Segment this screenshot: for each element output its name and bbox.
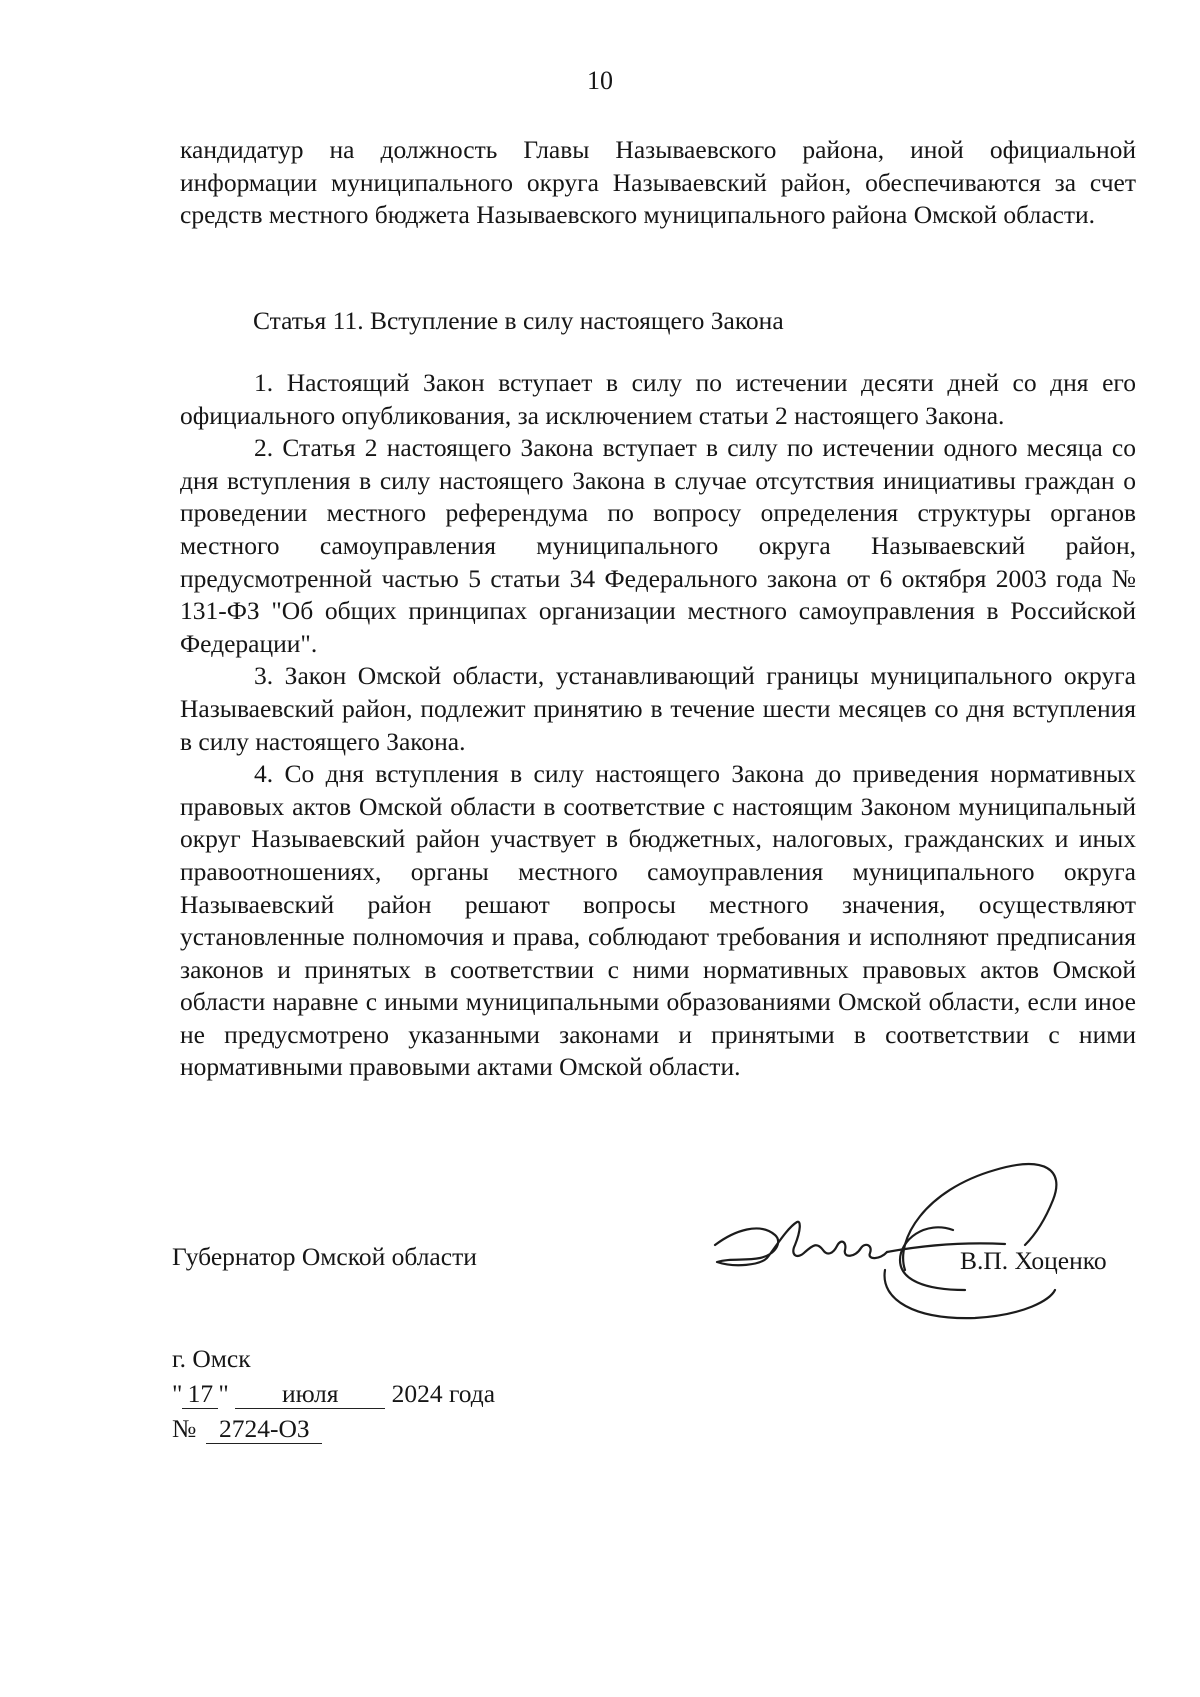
law-number: 2724-ОЗ <box>206 1415 322 1444</box>
article-item-3: 3. Закон Омской области, устанавливающий границы муниципального округа Называевский район, подлежит принятию в течение шести месяцев со дня вступления в силу настоящего Закона. <box>180 661 1136 756</box>
date-month: июля <box>235 1380 385 1409</box>
number-sign: № <box>172 1414 197 1443</box>
document-footer <box>172 1341 495 1446</box>
page-number: 10 <box>587 66 613 95</box>
footer-city: г. Омск <box>172 1344 251 1373</box>
footer-law-number <box>172 1411 495 1446</box>
date-quote-open: " <box>172 1379 183 1408</box>
article-items <box>180 367 1136 1084</box>
date-quote-close: " <box>218 1379 229 1408</box>
article-item-1: 1. Настоящий Закон вступает в силу по истечении десяти дней со дня его официального опубликования, за исключением статьи 2 настоящего Закона. <box>180 368 1136 430</box>
date-year: 2024 года <box>391 1379 496 1408</box>
article-heading: Статья 11. Вступление в силу настоящего Закона <box>253 306 784 335</box>
footer-date <box>172 1376 495 1411</box>
article-item-4: 4. Со дня вступления в силу настоящего Закона до приведения нормативных правовых актов Омской области в соответствие с настоящим Законом муниципальный округ Называевский район участвует в бюджетных, налоговых, гражданских и иных правоотношениях, органы местного самоуправления муниципального округа Называевский район решают вопросы местного значения, осуществляют установленные полномочия и права, соблюдают требования и исполняют предписания законов и принятых в соответствии с ними нормативных правовых актов Омской области наравне с иными муниципальными образованиями Омской области, если иное не предусмотрено указанными законами и принятыми в соответствии с ними нормативными правовыми актами Омской области. <box>180 759 1136 1082</box>
governor-title: Губернатор Омской области <box>172 1242 477 1271</box>
intro-paragraph: кандидатур на должность Главы Называевского района, иной официальной информации муниципального округа Называевский район, обеспечиваются за счет средств местного бюджета Называевского муниципального района Омской области. <box>180 135 1136 230</box>
intro-paragraph-block <box>180 134 1136 232</box>
date-day: 17 <box>182 1380 218 1409</box>
governor-name: В.П. Хоценко <box>960 1246 1107 1275</box>
article-item-2: 2. Статья 2 настоящего Закона вступает в силу по истечении одного месяца со дня вступления в силу настоящего Закона в случае отсутствия инициативы граждан о проведении местного референдума по вопросу определения структуры органов местного самоуправления муниципального округа Называевский район, предусмотренной частью 5 статьи 34 Федерального закона от 6 октября 2003 года № 131-ФЗ "Об общих принципах организации местного самоуправления в Российской Федерации". <box>180 433 1136 658</box>
